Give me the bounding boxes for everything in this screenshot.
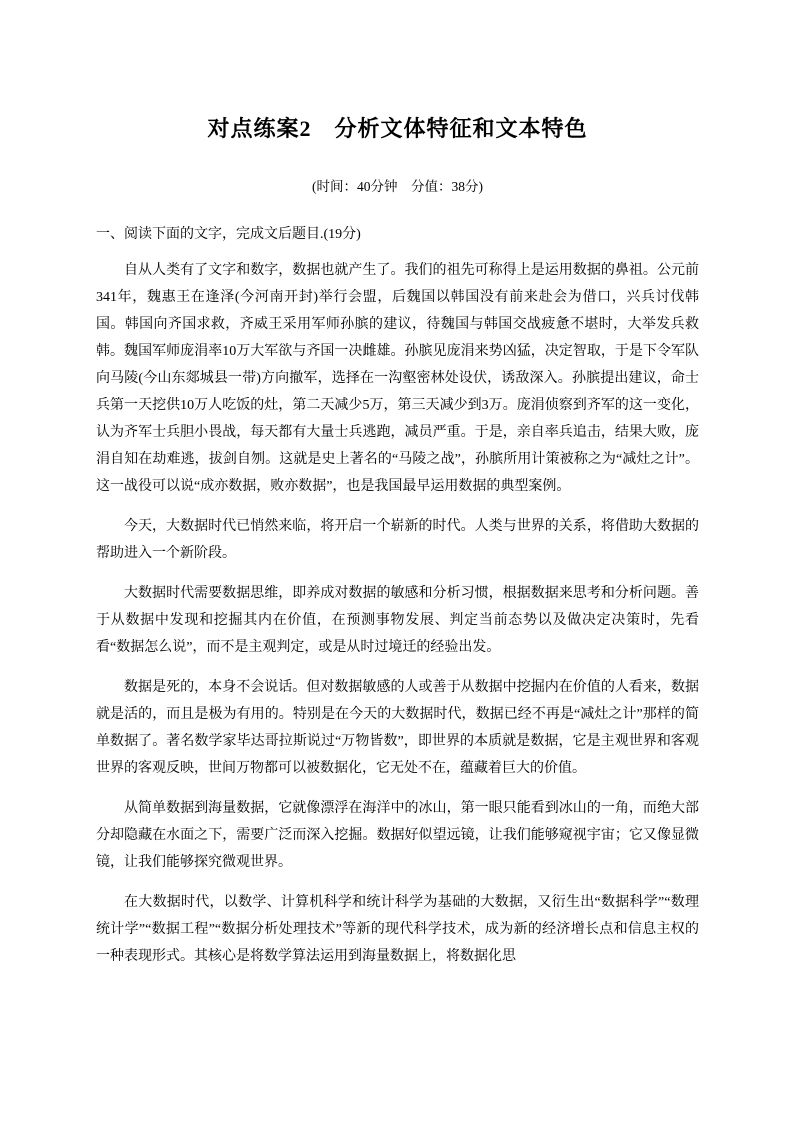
paragraph: 数据是死的，本身不会说话。但对数据敏感的人或善于从数据中挖掘内在价值的人看来，数据就是活的，而且是极为有用的。特别是在今天的大数据时代，数据已经不再是“减灶之计”那样的简单数据了。著名数学家毕达哥拉斯说过“万物皆数”，即世界的本质就是数据，它是主观世界和客观世界的客观反映，世间万物都可以被数据化，它无处不在，蕴藏着巨大的价值。 xyxy=(96,680,699,776)
page-title: 对点练案2 分析文体特征和文本特色 xyxy=(207,116,588,141)
paragraph: 自从人类有了文字和数字，数据也就产生了。我们的祖先可称得上是运用数据的鼻祖。公元前341年，魏惠王在逢泽(今河南开封)举行会盟，后魏国以韩国没有前来赴会为借口，兴兵讨伐韩国。韩国向齐国求救，齐威王采用军师孙膑的建议，待魏国与韩国交战疲惫不堪时，大举发兵救韩。魏国军师庞涓率10万大军欲与齐国一决雌雄。孙膑见庞涓来势凶猛，决定智取，于是下令军队向马陵(今山东郯城县一带)方向撤军，选择在一沟壑密林处设伏，诱敌深入。孙膑提出建议，命士兵第一天挖供10万人吃饭的灶，第二天减少5万，第三天减少到3万。庞涓侦察到齐军的这一变化，认为齐军士兵胆小畏战，每天都有大量士兵逃跑，减员严重。于是，亲自率兵追击，结果大败，庞涓自知在劫难逃，拔剑自刎。这就是史上著名的“马陵之战”，孙膑所用计策被称之为“减灶之计”。这一战役可以说“成亦数据，败亦数据”，也是我国最早运用数据的典型案例。 xyxy=(96,263,699,494)
paragraph: 大数据时代需要数据思维，即养成对数据的敏感和分析习惯，根据数据来思考和分析问题。善于从数据中发现和挖掘其内在价值，在预测事物发展、判定当前态势以及做决定决策时，先看看“数据怎么说”，而不是主观判定，或是从时过境迁的经验出发。 xyxy=(96,586,699,655)
reading-passage xyxy=(96,257,699,970)
paragraph: 在大数据时代，以数学、计算机科学和统计科学为基础的大数据，又衍生出“数据科学”“数理统计学”“数据工程”“数据分析处理技术”等新的现代科学技术，成为新的经济增长点和信息主权的一种表现形式。其核心是将数学算法运用到海量数据上，将数据化思 xyxy=(96,895,699,964)
paragraph: 从简单数据到海量数据，它就像漂浮在海洋中的冰山，第一眼只能看到冰山的一角，而绝大部分却隐藏在水面之下，需要广泛而深入挖掘。数据好似望远镜，让我们能够窥视宇宙；它又像显微镜，让我们能够探究微观世界。 xyxy=(96,801,699,870)
paragraph: 今天，大数据时代已悄然来临，将开启一个崭新的时代。人类与世界的关系，将借助大数据的帮助进入一个新阶段。 xyxy=(96,519,699,561)
section-heading: 一、阅读下面的文字，完成文后题目.(19分) xyxy=(96,227,361,242)
exam-time-score-meta: (时间：40分钟 分值：38分) xyxy=(312,179,483,194)
